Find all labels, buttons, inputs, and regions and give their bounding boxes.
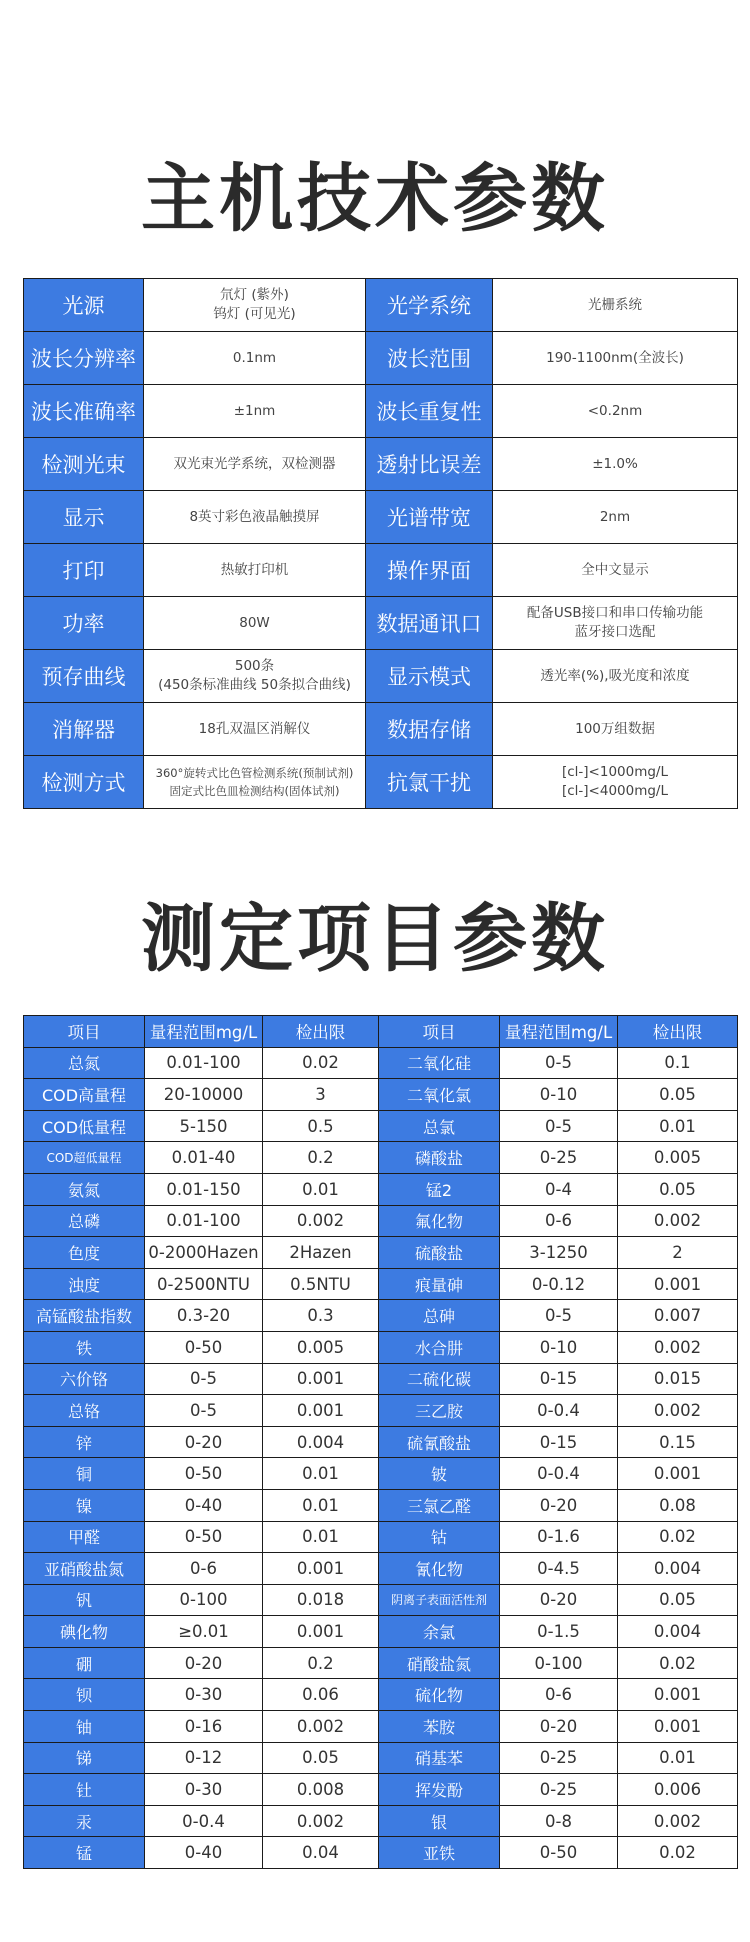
table-row (24, 1142, 738, 1174)
table-row (24, 1237, 738, 1269)
item-detection-limit: 0.01 (263, 1173, 379, 1205)
item-name: 阴离子表面活性剂 (379, 1584, 500, 1616)
column-header: 项目 (379, 1016, 500, 1048)
item-range: 5-150 (145, 1110, 263, 1142)
item-detection-limit: 0.001 (618, 1711, 738, 1743)
items-table (23, 1015, 738, 1869)
spec-value: 热敏打印机 (144, 544, 366, 597)
item-detection-limit: 0.02 (263, 1047, 379, 1079)
table-row (24, 1300, 738, 1332)
item-name: 硫氰酸盐 (379, 1426, 500, 1458)
item-name: 锑 (24, 1742, 145, 1774)
item-range: 0-4.5 (500, 1553, 618, 1585)
column-header: 量程范围mg/L (500, 1016, 618, 1048)
item-detection-limit: 0.08 (618, 1489, 738, 1521)
item-name: 总砷 (379, 1300, 500, 1332)
item-detection-limit: 0.001 (618, 1268, 738, 1300)
table-row (24, 1679, 738, 1711)
table-row (24, 1647, 738, 1679)
item-range: 0-50 (145, 1521, 263, 1553)
item-detection-limit: 0.01 (618, 1110, 738, 1142)
item-range: 0-10 (500, 1331, 618, 1363)
item-name: 挥发酚 (379, 1774, 500, 1806)
spec-value: 2nm (493, 491, 738, 544)
item-range: 0.01-100 (145, 1205, 263, 1237)
item-name: 余氯 (379, 1616, 500, 1648)
column-header: 检出限 (263, 1016, 379, 1048)
item-name: 苯胺 (379, 1711, 500, 1743)
table-row (24, 1268, 738, 1300)
table-row (24, 1711, 738, 1743)
item-name: 镍 (24, 1489, 145, 1521)
item-range: 0-20 (145, 1426, 263, 1458)
item-detection-limit: 0.5NTU (263, 1268, 379, 1300)
item-detection-limit: 0.01 (263, 1521, 379, 1553)
table-row (24, 1553, 738, 1585)
item-range: 0-10 (500, 1079, 618, 1111)
item-detection-limit: 0.005 (263, 1331, 379, 1363)
item-range: 0-1.6 (500, 1521, 618, 1553)
column-header: 检出限 (618, 1016, 738, 1048)
column-header: 量程范围mg/L (145, 1016, 263, 1048)
item-range: 0-2500NTU (145, 1268, 263, 1300)
item-name: 铍 (379, 1458, 500, 1490)
item-name: 氰化物 (379, 1553, 500, 1585)
item-range: 0-15 (500, 1363, 618, 1395)
spec-label: 透射比误差 (366, 438, 493, 491)
item-range: 0-20 (500, 1489, 618, 1521)
item-range: 0-8 (500, 1805, 618, 1837)
item-range: 0-50 (145, 1458, 263, 1490)
table-row (24, 1331, 738, 1363)
item-name: 钍 (24, 1774, 145, 1806)
item-detection-limit: 0.002 (618, 1395, 738, 1427)
item-range: 0-25 (500, 1774, 618, 1806)
item-range: 0.01-100 (145, 1047, 263, 1079)
table-row (24, 1805, 738, 1837)
item-name: 甲醛 (24, 1521, 145, 1553)
spec-label: 打印 (24, 544, 144, 597)
table-row (24, 1458, 738, 1490)
spec-label: 检测光束 (24, 438, 144, 491)
item-range: 0-0.4 (500, 1395, 618, 1427)
item-detection-limit: 0.1 (618, 1047, 738, 1079)
spec-value: 500条 (450条标准曲线 50条拟合曲线) (144, 650, 366, 703)
item-range: 0-20 (145, 1647, 263, 1679)
spec-label: 显示模式 (366, 650, 493, 703)
item-range: 0-100 (145, 1584, 263, 1616)
item-name: 硫化物 (379, 1679, 500, 1711)
item-detection-limit: 0.008 (263, 1774, 379, 1806)
item-detection-limit: 0.05 (618, 1584, 738, 1616)
item-range: 0.01-40 (145, 1142, 263, 1174)
item-range: 0-20 (500, 1584, 618, 1616)
item-range: 0-5 (500, 1047, 618, 1079)
item-name: 磷酸盐 (379, 1142, 500, 1174)
spec-row (24, 438, 738, 491)
item-detection-limit: 0.04 (263, 1837, 379, 1869)
item-detection-limit: 0.2 (263, 1142, 379, 1174)
spec-value: ±1.0% (493, 438, 738, 491)
item-range: 0-4 (500, 1173, 618, 1205)
item-detection-limit: 0.02 (618, 1837, 738, 1869)
item-range: 0-5 (145, 1363, 263, 1395)
item-detection-limit: 0.05 (618, 1173, 738, 1205)
item-name: 氨氮 (24, 1173, 145, 1205)
item-detection-limit: 0.015 (618, 1363, 738, 1395)
item-detection-limit: 0.05 (263, 1742, 379, 1774)
spec-value: ±1nm (144, 385, 366, 438)
spec-value: 透光率(%),吸光度和浓度 (493, 650, 738, 703)
item-name: 汞 (24, 1805, 145, 1837)
spec-label: 数据存储 (366, 703, 493, 756)
item-detection-limit: 0.002 (263, 1805, 379, 1837)
table-row (24, 1584, 738, 1616)
spec-label: 抗氯干扰 (366, 756, 493, 809)
item-detection-limit: 0.001 (618, 1679, 738, 1711)
item-range: 0-1.5 (500, 1616, 618, 1648)
item-detection-limit: 2 (618, 1237, 738, 1269)
item-range: 0-40 (145, 1489, 263, 1521)
item-detection-limit: 3 (263, 1079, 379, 1111)
spec-value: 190-1100nm(全波长) (493, 332, 738, 385)
item-name: 亚铁 (379, 1837, 500, 1869)
spec-row (24, 385, 738, 438)
spec-row (24, 279, 738, 332)
item-detection-limit: 0.002 (263, 1205, 379, 1237)
item-range: 0-5 (500, 1300, 618, 1332)
item-range: 0-5 (145, 1395, 263, 1427)
items-section-title: 测定项目参数 (141, 896, 609, 982)
item-range: 0-6 (500, 1205, 618, 1237)
spec-label: 光学系统 (366, 279, 493, 332)
item-detection-limit: 0.002 (618, 1805, 738, 1837)
item-detection-limit: 0.06 (263, 1679, 379, 1711)
item-name: 六价铬 (24, 1363, 145, 1395)
spec-value: 100万组数据 (493, 703, 738, 756)
item-name: 铜 (24, 1458, 145, 1490)
item-name: 二氧化硅 (379, 1047, 500, 1079)
spec-label: 操作界面 (366, 544, 493, 597)
item-range: 0-50 (500, 1837, 618, 1869)
item-detection-limit: 0.15 (618, 1426, 738, 1458)
item-range: 20-10000 (145, 1079, 263, 1111)
item-name: 银 (379, 1805, 500, 1837)
item-detection-limit: 0.02 (618, 1521, 738, 1553)
spec-row (24, 491, 738, 544)
item-range: 0.3-20 (145, 1300, 263, 1332)
item-detection-limit: 0.002 (263, 1711, 379, 1743)
item-name: 浊度 (24, 1268, 145, 1300)
spec-value: [cl-]<1000mg/L [cl-]<4000mg/L (493, 756, 738, 809)
item-name: 钴 (379, 1521, 500, 1553)
table-row (24, 1079, 738, 1111)
item-range: 3-1250 (500, 1237, 618, 1269)
item-name: 亚硝酸盐氮 (24, 1553, 145, 1585)
item-detection-limit: 0.007 (618, 1300, 738, 1332)
spec-label: 光谱带宽 (366, 491, 493, 544)
item-detection-limit: 0.018 (263, 1584, 379, 1616)
item-range: 0-2000Hazen (145, 1237, 263, 1269)
item-detection-limit: 0.002 (618, 1205, 738, 1237)
item-name: 锰2 (379, 1173, 500, 1205)
item-name: 钒 (24, 1584, 145, 1616)
item-range: 0-12 (145, 1742, 263, 1774)
spec-row (24, 544, 738, 597)
spec-value: 氘灯 (紫外) 钨灯 (可见光) (144, 279, 366, 332)
item-range: 0-40 (145, 1837, 263, 1869)
item-range: 0-30 (145, 1679, 263, 1711)
item-name: 痕量砷 (379, 1268, 500, 1300)
spec-value: 光栅系统 (493, 279, 738, 332)
spec-label: 数据通讯口 (366, 597, 493, 650)
item-name: 锰 (24, 1837, 145, 1869)
item-detection-limit: 0.001 (263, 1553, 379, 1585)
item-name: 钡 (24, 1679, 145, 1711)
spec-label: 检测方式 (24, 756, 144, 809)
item-name: 碘化物 (24, 1616, 145, 1648)
item-name: 总磷 (24, 1205, 145, 1237)
item-name: COD超低量程 (24, 1142, 145, 1174)
item-name: 硼 (24, 1647, 145, 1679)
item-name: 锌 (24, 1426, 145, 1458)
item-detection-limit: 0.3 (263, 1300, 379, 1332)
item-range: ≥0.01 (145, 1616, 263, 1648)
spec-label: 预存曲线 (24, 650, 144, 703)
spec-value: 0.1nm (144, 332, 366, 385)
item-name: 铁 (24, 1331, 145, 1363)
spec-value: 18孔双温区消解仪 (144, 703, 366, 756)
item-range: 0-15 (500, 1426, 618, 1458)
item-name: 二硫化碳 (379, 1363, 500, 1395)
spec-label: 显示 (24, 491, 144, 544)
item-name: 氟化物 (379, 1205, 500, 1237)
item-name: COD低量程 (24, 1110, 145, 1142)
item-detection-limit: 0.005 (618, 1142, 738, 1174)
item-detection-limit: 2Hazen (263, 1237, 379, 1269)
item-detection-limit: 0.001 (263, 1395, 379, 1427)
table-row (24, 1616, 738, 1648)
spec-value: 双光束光学系统，双检测器 (144, 438, 366, 491)
item-range: 0-0.12 (500, 1268, 618, 1300)
table-row (24, 1742, 738, 1774)
spec-value: 8英寸彩色液晶触摸屏 (144, 491, 366, 544)
spec-label: 光源 (24, 279, 144, 332)
item-name: 硫酸盐 (379, 1237, 500, 1269)
item-detection-limit: 0.006 (618, 1774, 738, 1806)
item-detection-limit: 0.004 (618, 1616, 738, 1648)
table-row (24, 1774, 738, 1806)
spec-row (24, 597, 738, 650)
item-name: 总铬 (24, 1395, 145, 1427)
spec-row (24, 756, 738, 809)
spec-label: 波长重复性 (366, 385, 493, 438)
table-row (24, 1110, 738, 1142)
spec-row (24, 332, 738, 385)
item-detection-limit: 0.02 (618, 1647, 738, 1679)
spec-label: 功率 (24, 597, 144, 650)
table-row (24, 1489, 738, 1521)
item-detection-limit: 0.004 (263, 1426, 379, 1458)
table-row (24, 1837, 738, 1869)
spec-value: 配备USB接口和串口传输功能 蓝牙接口选配 (493, 597, 738, 650)
spec-label: 波长准确率 (24, 385, 144, 438)
item-detection-limit: 0.002 (618, 1331, 738, 1363)
item-range: 0-25 (500, 1142, 618, 1174)
item-range: 0-16 (145, 1711, 263, 1743)
item-range: 0-5 (500, 1110, 618, 1142)
table-row (24, 1395, 738, 1427)
item-name: 总氯 (379, 1110, 500, 1142)
table-row (24, 1426, 738, 1458)
spec-section-title: 主机技术参数 (141, 156, 609, 242)
item-name: 高锰酸盐指数 (24, 1300, 145, 1332)
item-detection-limit: 0.001 (263, 1363, 379, 1395)
item-name: 色度 (24, 1237, 145, 1269)
item-detection-limit: 0.01 (618, 1742, 738, 1774)
item-name: 水合肼 (379, 1331, 500, 1363)
item-range: 0-6 (500, 1679, 618, 1711)
item-range: 0-100 (500, 1647, 618, 1679)
item-detection-limit: 0.01 (263, 1458, 379, 1490)
item-detection-limit: 0.001 (263, 1616, 379, 1648)
spec-row (24, 703, 738, 756)
table-row (24, 1205, 738, 1237)
spec-value: 80W (144, 597, 366, 650)
item-range: 0-20 (500, 1711, 618, 1743)
item-range: 0-25 (500, 1742, 618, 1774)
item-name: 总氮 (24, 1047, 145, 1079)
column-header: 项目 (24, 1016, 145, 1048)
spec-value: 360°旋转式比色管检测系统(预制试剂) 固定式比色皿检测结构(固体试剂) (144, 756, 366, 809)
item-detection-limit: 0.2 (263, 1647, 379, 1679)
item-range: 0-0.4 (500, 1458, 618, 1490)
spec-value: <0.2nm (493, 385, 738, 438)
item-detection-limit: 0.004 (618, 1553, 738, 1585)
item-range: 0-50 (145, 1331, 263, 1363)
item-name: 二氧化氯 (379, 1079, 500, 1111)
table-row (24, 1521, 738, 1553)
table-row (24, 1047, 738, 1079)
item-range: 0-6 (145, 1553, 263, 1585)
item-range: 0-30 (145, 1774, 263, 1806)
item-name: 三乙胺 (379, 1395, 500, 1427)
item-name: 铀 (24, 1711, 145, 1743)
spec-label: 消解器 (24, 703, 144, 756)
item-range: 0.01-150 (145, 1173, 263, 1205)
table-row (24, 1363, 738, 1395)
spec-row (24, 650, 738, 703)
spec-table (23, 278, 738, 809)
item-name: 硝酸盐氮 (379, 1647, 500, 1679)
item-name: 硝基苯 (379, 1742, 500, 1774)
item-detection-limit: 0.05 (618, 1079, 738, 1111)
item-detection-limit: 0.5 (263, 1110, 379, 1142)
item-range: 0-0.4 (145, 1805, 263, 1837)
spec-value: 全中文显示 (493, 544, 738, 597)
spec-label: 波长分辨率 (24, 332, 144, 385)
item-name: COD高量程 (24, 1079, 145, 1111)
item-detection-limit: 0.01 (263, 1489, 379, 1521)
item-name: 三氯乙醛 (379, 1489, 500, 1521)
table-row (24, 1173, 738, 1205)
spec-label: 波长范围 (366, 332, 493, 385)
item-detection-limit: 0.001 (618, 1458, 738, 1490)
